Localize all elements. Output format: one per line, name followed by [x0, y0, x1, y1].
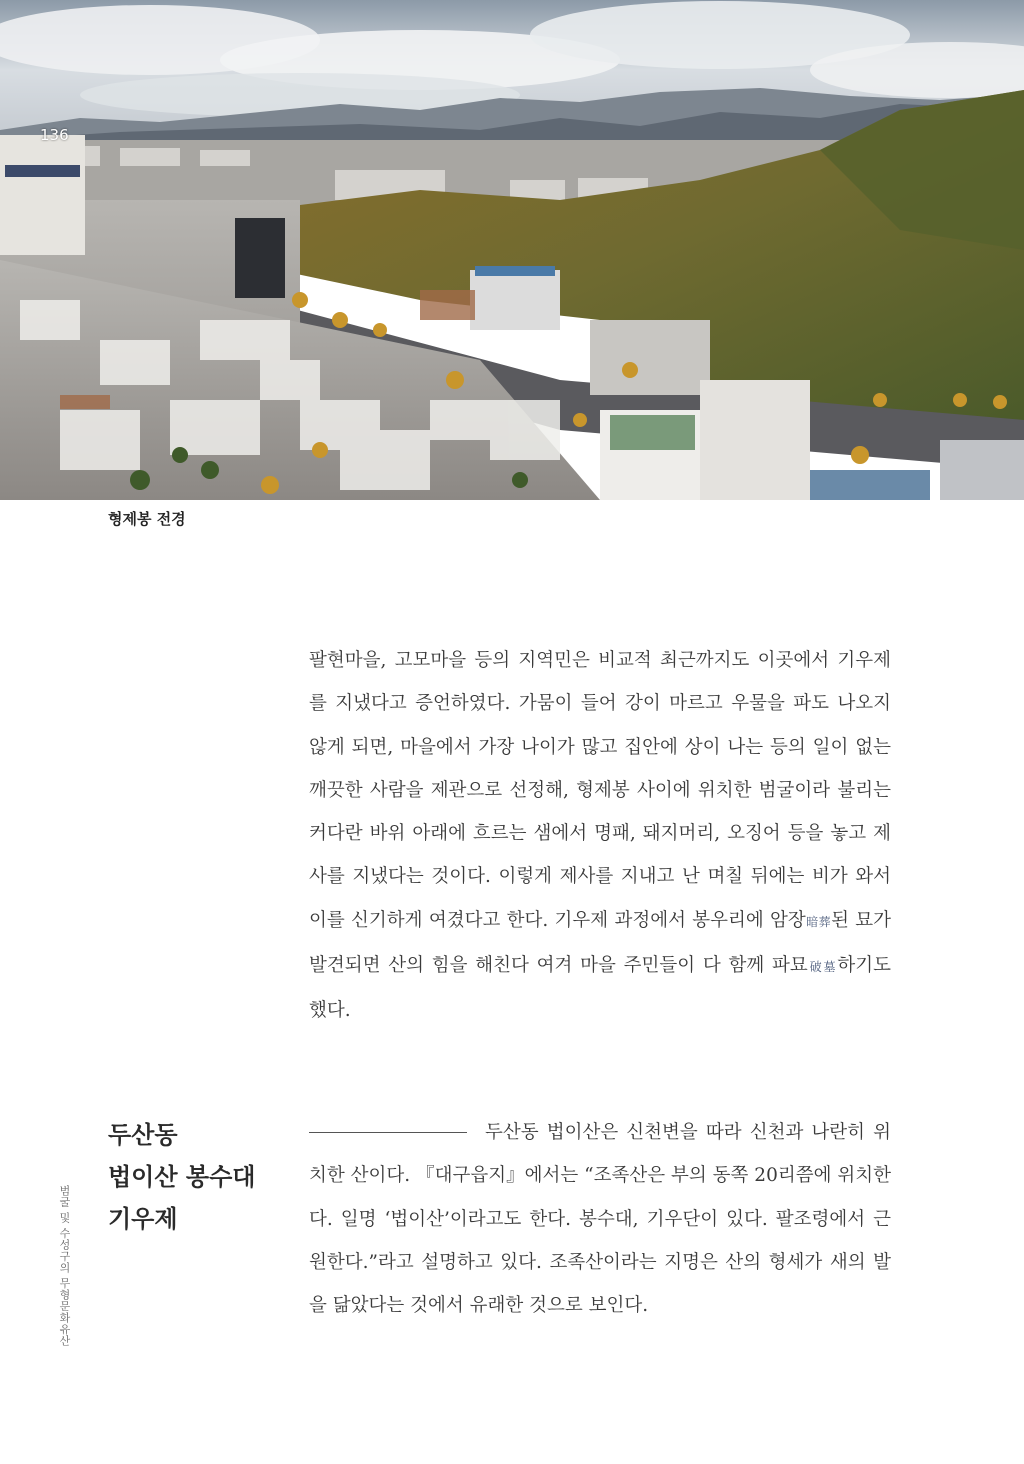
paragraph-text: 된 묘가 발견되면 산의 힘을 해친다 여겨 마을 주민들이 다 함께 파묘	[309, 909, 891, 977]
section-paragraph	[309, 1111, 891, 1327]
paragraph-text: 하기도 했다.	[309, 955, 891, 1022]
page-number: 136	[40, 126, 69, 144]
section-title-line: 법이산 봉수대	[108, 1163, 256, 1191]
city-panorama-photo	[0, 0, 1024, 500]
panorama-illustration	[0, 0, 1024, 500]
lead-rule	[309, 1132, 467, 1133]
section-title-line: 기우제	[108, 1205, 178, 1233]
photo-caption: 형제봉 전경	[108, 510, 186, 528]
section-title	[108, 1114, 288, 1240]
section-title-line: 두산동	[108, 1121, 178, 1149]
hanja-annotation: 破墓	[807, 960, 838, 975]
hanja-annotation: 暗葬	[805, 914, 832, 929]
running-title: 범굴 및 수성구의 무형문화유산	[58, 1185, 71, 1347]
paragraph-text: 두산동 법이산은 신천변을 따라 신천과 나란히 위치한 산이다. 『대구읍지』에서는 “조족산은 부의 동쪽 20리쯤에 위치한다. 일명 ‘법이산’이라고도 한다. 봉수대, 기우단이 있다. 팔조령에서 근원한다.”라고 설명하고 있다. 조족산이라는 지명은 산의 형세가 새의 발을 닮았다는 것에서 유래한 것으로 보인다.	[309, 1122, 891, 1317]
paragraph-text: 팔현마을, 고모마을 등의 지역민은 비교적 최근까지도 이곳에서 기우제를 지냈다고 증언하였다. 가뭄이 들어 강이 마르고 우물을 파도 나오지 않게 되면, 마을에서 가장 나이가 많고 집안에 상이 나는 등의 일이 없는 깨끗한 사람을 제관으로 선정해, 형제봉 사이에 위치한 범굴이라 불리는 커다란 바위 아래에 흐르는 샘에서 명패, 돼지머리, 오징어 등을 놓고 제사를 지냈다는 것이다. 이렇게 제사를 지내고 난 며칠 뒤에는 비가 와서 이를 신기하게 여겼다고 한다. 기우제 과정에서 봉우리에 암장	[309, 650, 891, 931]
body-paragraph	[309, 639, 891, 1033]
